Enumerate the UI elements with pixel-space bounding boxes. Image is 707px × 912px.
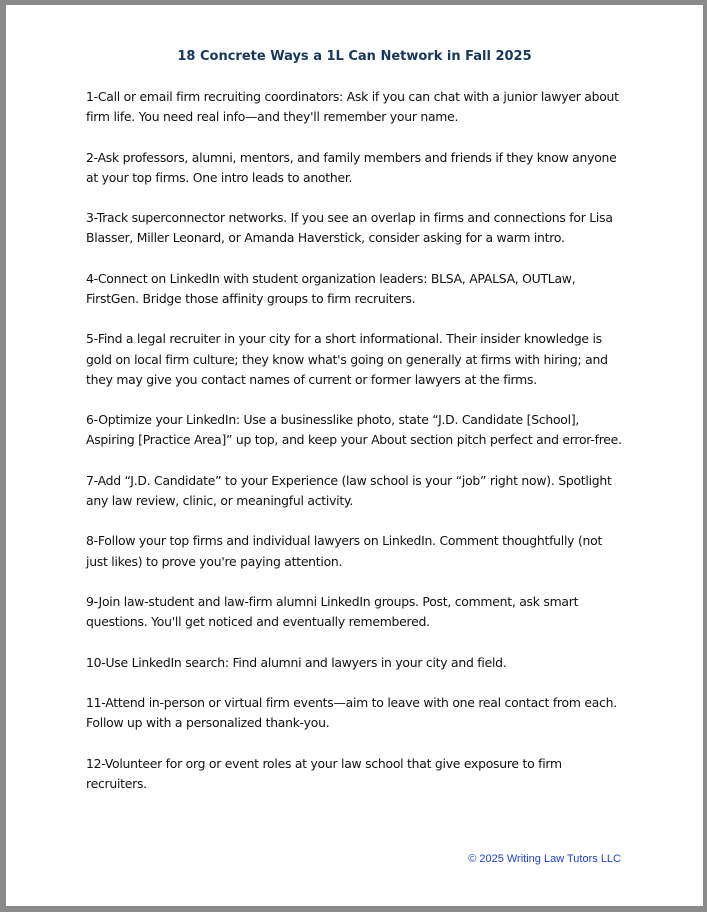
tip-item-5: 5-Find a legal recruiter in your city for a short informational. Their insider knowledge is gold on local firm culture; they know what's going on generally at firms with hiring; and they may give you contact names of current or former lawyers at the firms. [86,331,608,387]
tip-item-11: 11-Attend in-person or virtual firm events—aim to leave with one real contact from each. Follow up with a personalized thank-you. [86,694,617,731]
document-title: 18 Concrete Ways a 1L Can Network in Fall 2025 [177,49,532,64]
copyright-footer: © 2025 Writing Law Tutors LLC [468,853,621,865]
document-page [6,5,703,906]
tip-item-12: 12-Volunteer for org or event roles at your law school that give exposure to firm recruiters. [86,755,562,791]
tip-item-2: 2-Ask professors, alumni, mentors, and family members and friends if they know anyone at your top firms. One intro leads to another. [86,149,617,185]
tip-item-4: 4-Connect on LinkedIn with student organization leaders: BLSA, APALSA, OUTLaw, FirstGen. Bridge those affinity groups to firm recruiters. [86,270,576,306]
tip-item-6: 6-Optimize your LinkedIn: Use a businesslike photo, state “J.D. Candidate [School], Aspiring [Practice Area]” up top, and keep your About section pitch perfect and error-free. [86,412,622,448]
tip-item-7: 7-Add “J.D. Candidate” to your Experience (law school is your “job” right now). Spotlight any law review, clinic, or meaningful activity. [86,472,612,508]
tip-item-1: 1-Call or email firm recruiting coordinators: Ask if you can chat with a junior lawyer about firm life. You need real info—and they'll remember your name. [86,89,619,125]
tip-item-3: 3-Track superconnector networks. If you see an overlap in firms and connections for Lisa Blasser, Miller Leonard, or Amanda Haverstick, consider asking for a warm intro. [86,210,613,246]
networking-tips-list [86,87,626,814]
tip-item-10: 10-Use LinkedIn search: Find alumni and lawyers in your city and field. [86,654,507,670]
tip-item-9: 9-Join law-student and law-firm alumni LinkedIn groups. Post, comment, ask smart questions. You'll get noticed and eventually remembered. [86,593,579,630]
tip-item-8: 8-Follow your top firms and individual lawyers on LinkedIn. Comment thoughtfully (not just likes) to prove you're paying attention. [86,533,603,569]
